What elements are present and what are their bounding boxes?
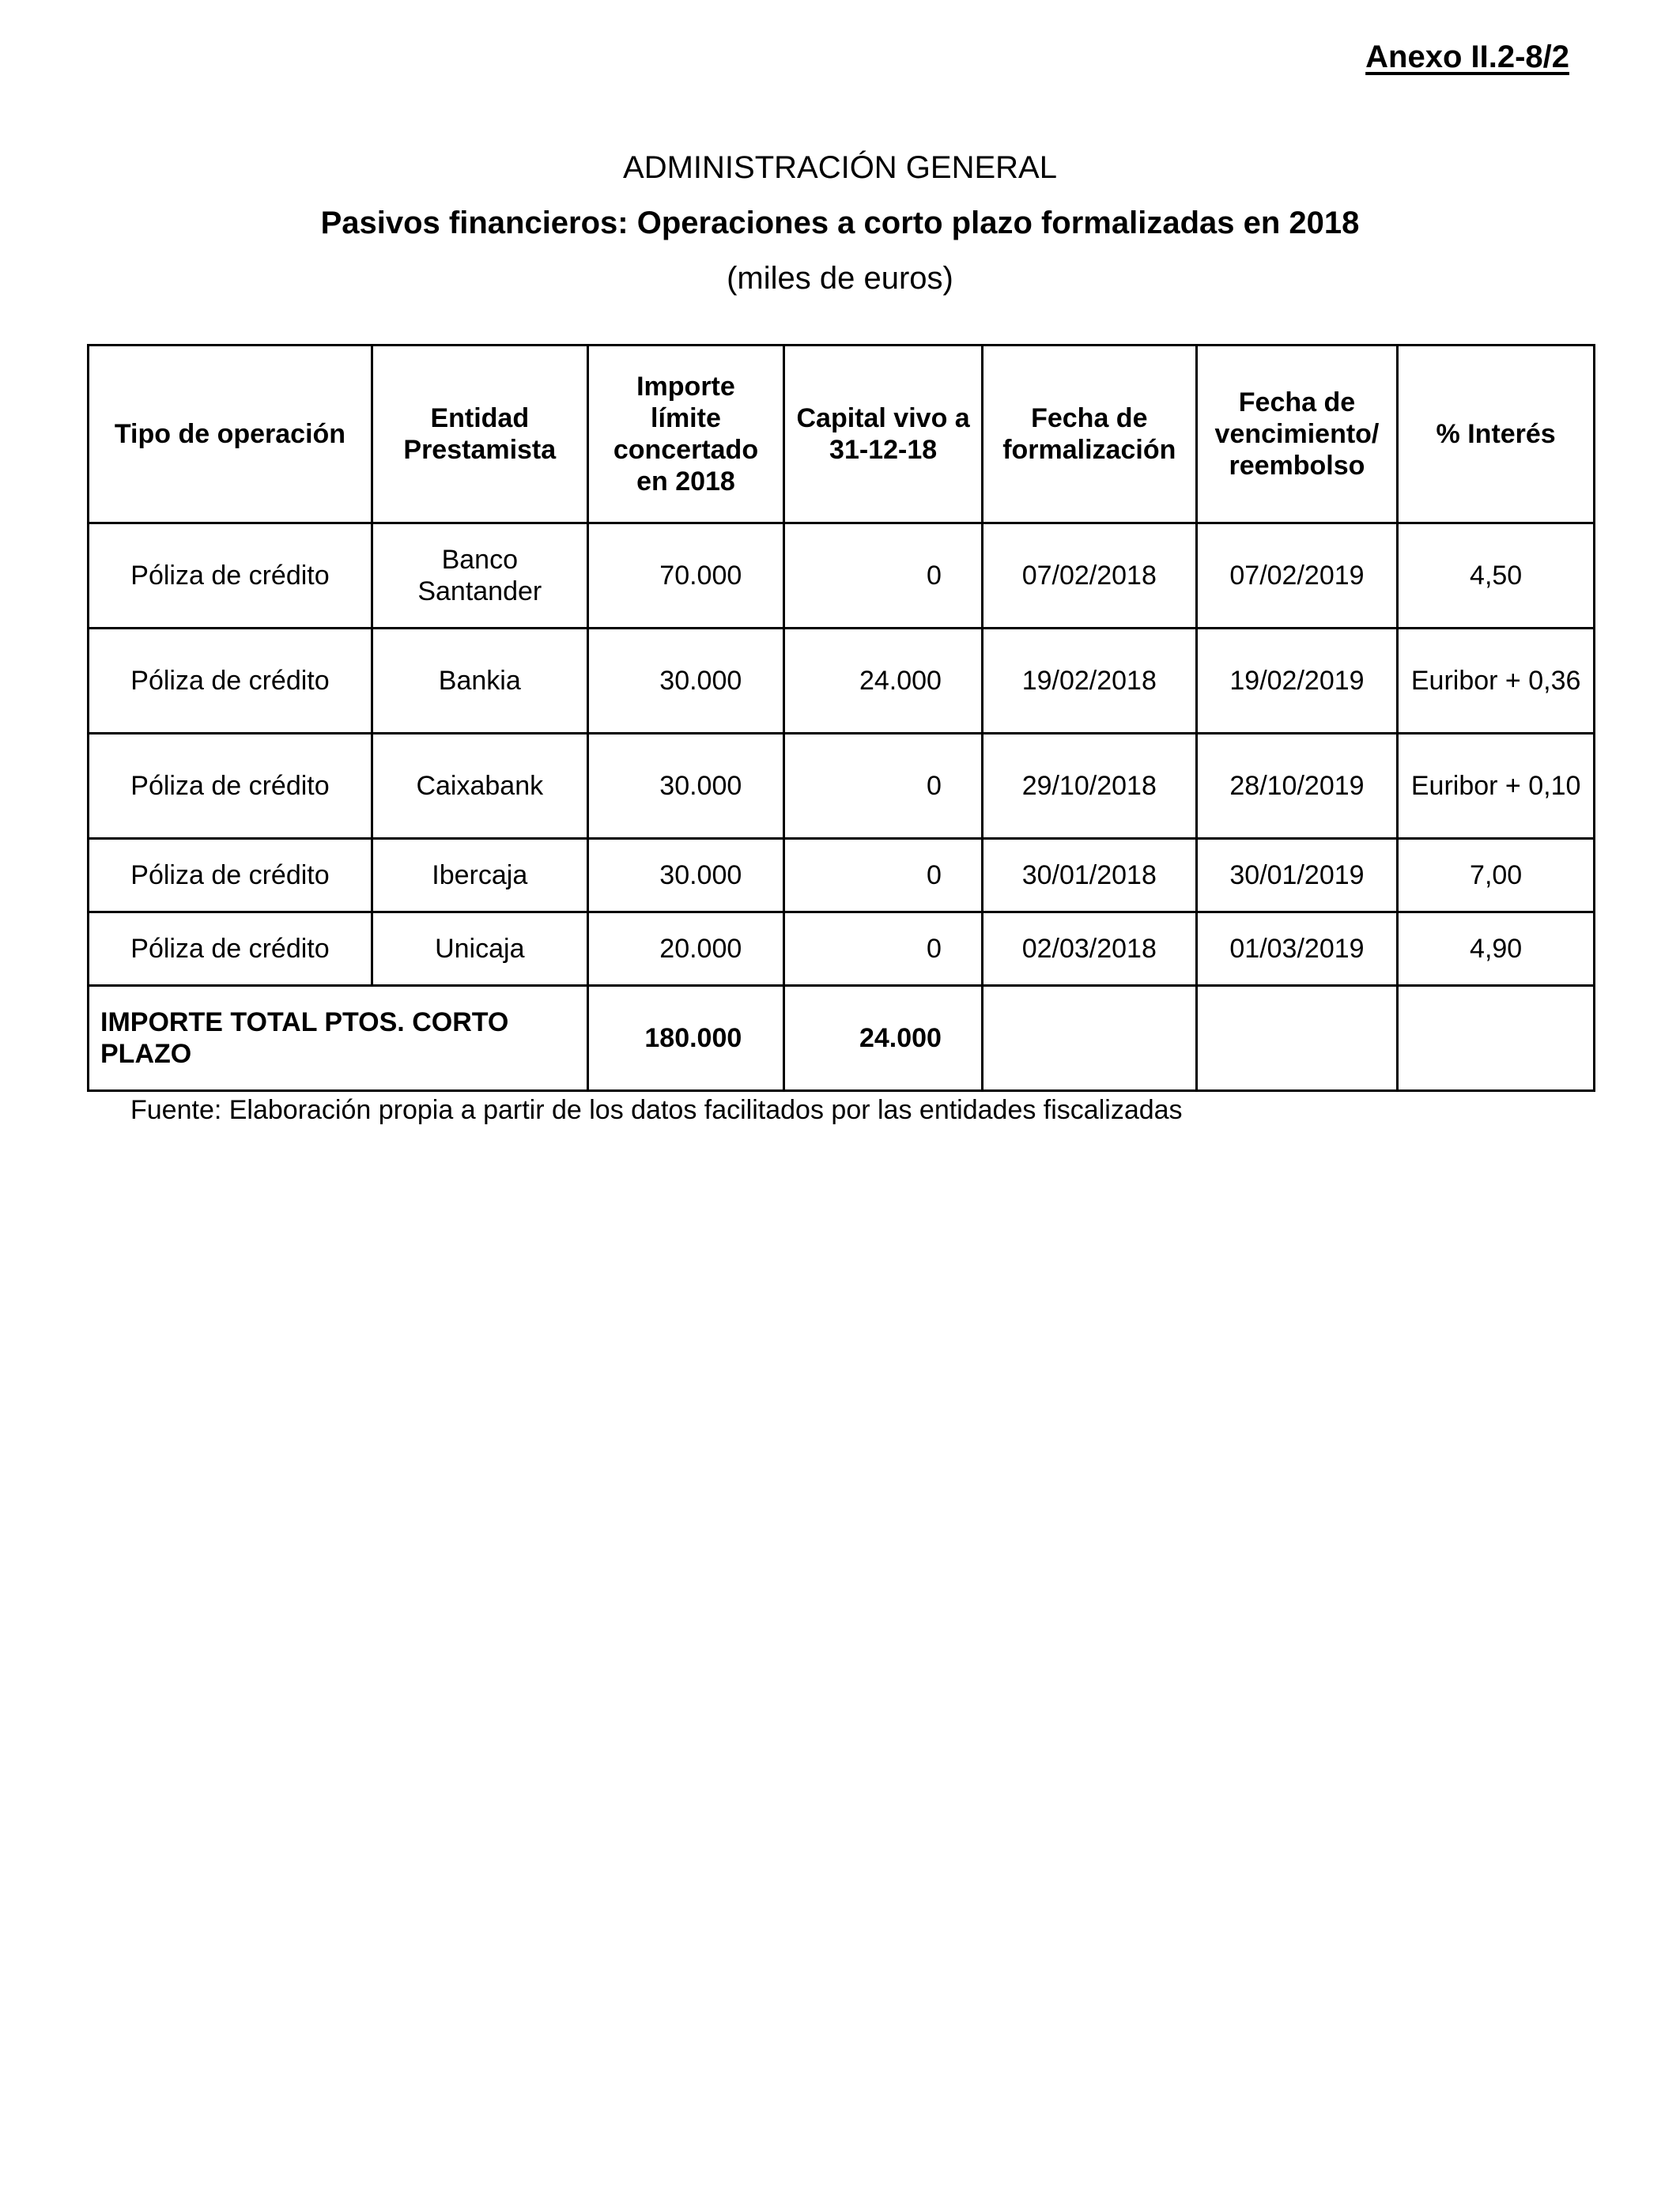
total-capital: 24.000 <box>784 986 983 1091</box>
cell-tipo: Póliza de crédito <box>89 734 372 839</box>
table-row <box>89 734 1595 839</box>
cell-interes: Euribor + 0,36 <box>1398 629 1595 734</box>
cell-importe: 70.000 <box>587 523 784 629</box>
cell-fecha-vencimiento: 19/02/2019 <box>1196 629 1398 734</box>
operations-table <box>87 344 1595 1092</box>
total-label: IMPORTE TOTAL PTOS. CORTO PLAZO <box>89 986 588 1091</box>
cell-interes: Euribor + 0,10 <box>1398 734 1595 839</box>
cell-fecha-vencimiento: 30/01/2019 <box>1196 839 1398 912</box>
cell-importe: 30.000 <box>587 839 784 912</box>
cell-tipo: Póliza de crédito <box>89 912 372 986</box>
header-fecha-vencimiento: Fecha de vencimiento/ reembolso <box>1196 346 1398 523</box>
units-subtitle: (miles de euros) <box>727 261 953 296</box>
cell-importe: 30.000 <box>587 629 784 734</box>
header-fecha-formalizacion: Fecha de formalización <box>982 346 1196 523</box>
cell-tipo: Póliza de crédito <box>89 629 372 734</box>
table-header-row <box>89 346 1595 523</box>
table-row <box>89 839 1595 912</box>
cell-fecha-formalizacion: 29/10/2018 <box>982 734 1196 839</box>
cell-entidad: Caixabank <box>372 734 587 839</box>
cell-entidad: Bankia <box>372 629 587 734</box>
cell-fecha-formalizacion: 19/02/2018 <box>982 629 1196 734</box>
cell-interes: 7,00 <box>1398 839 1595 912</box>
cell-fecha-vencimiento: 28/10/2019 <box>1196 734 1398 839</box>
header-interes: % Interés <box>1398 346 1595 523</box>
source-note: Fuente: Elaboración propia a partir de los datos facilitados por las entidades fiscalizadas <box>130 1095 1183 1125</box>
header-entidad: Entidad Prestamista <box>372 346 587 523</box>
table-row <box>89 629 1595 734</box>
cell-capital: 0 <box>784 523 983 629</box>
table-row <box>89 912 1595 986</box>
total-importe: 180.000 <box>587 986 784 1091</box>
cell-capital: 24.000 <box>784 629 983 734</box>
empty-cell <box>982 986 1196 1091</box>
cell-entidad: Unicaja <box>372 912 587 986</box>
cell-interes: 4,50 <box>1398 523 1595 629</box>
cell-capital: 0 <box>784 839 983 912</box>
annex-reference: Anexo II.2-8/2 <box>1365 40 1569 74</box>
header-tipo: Tipo de operación <box>89 346 372 523</box>
cell-fecha-formalizacion: 30/01/2018 <box>982 839 1196 912</box>
cell-fecha-vencimiento: 07/02/2019 <box>1196 523 1398 629</box>
page-title: Pasivos financieros: Operaciones a corto plazo formalizadas en 2018 <box>320 206 1360 240</box>
empty-cell <box>1196 986 1398 1091</box>
cell-tipo: Póliza de crédito <box>89 839 372 912</box>
header-capital: Capital vivo a 31-12-18 <box>784 346 983 523</box>
cell-tipo: Póliza de crédito <box>89 523 372 629</box>
total-row <box>89 986 1595 1091</box>
cell-fecha-vencimiento: 01/03/2019 <box>1196 912 1398 986</box>
cell-interes: 4,90 <box>1398 912 1595 986</box>
empty-cell <box>1398 986 1595 1091</box>
organization-heading: ADMINISTRACIÓN GENERAL <box>623 150 1057 185</box>
cell-capital: 0 <box>784 912 983 986</box>
cell-fecha-formalizacion: 07/02/2018 <box>982 523 1196 629</box>
cell-entidad: Banco Santander <box>372 523 587 629</box>
cell-capital: 0 <box>784 734 983 839</box>
cell-importe: 20.000 <box>587 912 784 986</box>
header-importe: Importe límite concertado en 2018 <box>587 346 784 523</box>
cell-importe: 30.000 <box>587 734 784 839</box>
table-row <box>89 523 1595 629</box>
cell-entidad: Ibercaja <box>372 839 587 912</box>
cell-fecha-formalizacion: 02/03/2018 <box>982 912 1196 986</box>
